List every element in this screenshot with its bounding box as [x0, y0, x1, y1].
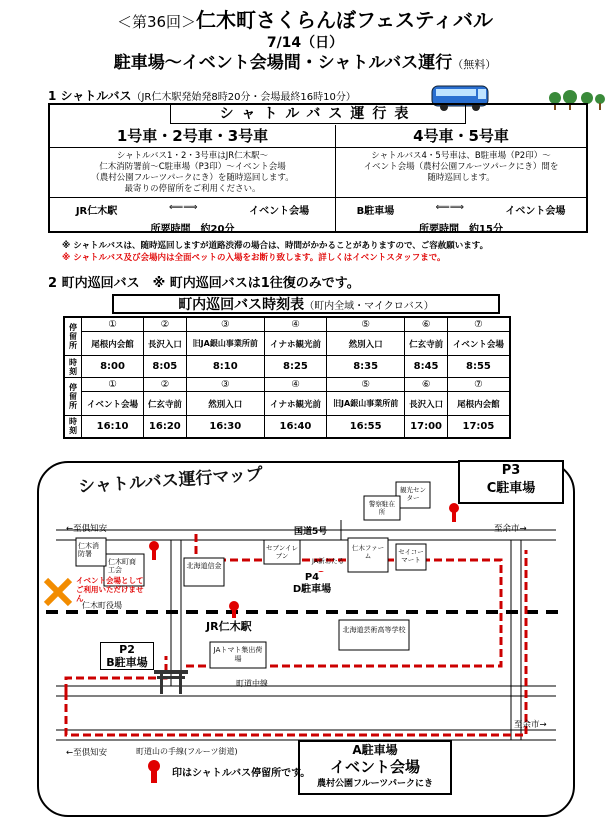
machi-naka-road: 町道中線 — [236, 679, 268, 688]
section1-heading: 1 シャトルバス（JR仁木駅発始発8時20分・会場最終16時10分） — [48, 89, 356, 103]
right-from: B駐車場 — [356, 206, 395, 217]
shokokai: 仁木町商工会 — [108, 558, 136, 574]
route5-label: 国道5号 — [294, 527, 328, 537]
event-date: 7/14（日） — [266, 35, 344, 51]
row-label-stop: 停 留 所 — [64, 378, 82, 416]
seicomart: セイコーマート — [398, 548, 424, 564]
table-row: イベント会場 仁玄寺前 然別入口 イナホ観光前 旧JA銀山事業所前 長沢入口 尾根内会館 — [64, 392, 510, 416]
table-row: 停 留 所 ① ② ③ ④ ⑤ ⑥ ⑦ — [64, 378, 510, 392]
jr-station: JR仁木駅 — [206, 620, 252, 633]
shuttle-table — [48, 103, 588, 233]
seven-eleven: セブンイレブン — [266, 544, 298, 560]
header — [0, 8, 610, 76]
legend: 印はシャトルバス停留所です。 — [172, 768, 311, 779]
free-label: （無料） — [452, 58, 497, 71]
left-to: イベント会場 — [249, 206, 310, 217]
row-label-stop: 停 留 所 — [64, 317, 82, 356]
note-traffic: ※ シャトルバスは、随時巡回しますが道路渋滞の場合は、時間がかかることがありますので、ご容赦願います。 — [62, 241, 489, 251]
note-pets: ※ シャトルバス及び会場内は全面ペットの入場をお断り致します。詳しくはイベントスタッフまで。 — [62, 253, 446, 263]
notes — [62, 240, 488, 264]
route-map — [36, 460, 576, 820]
left-desc: シャトルバス1・2・3号車はJR仁木駅～ 仁木消防署前～C駐車場（P3印）～イベント会場 （農村公園フルーツパークにき）を随時巡回します。 最寄りの停留所をご利用ください。 — [91, 151, 294, 194]
to-yoichi-top: 至余市→ — [494, 524, 527, 534]
right-desc: シャトルバス4・5号車は、B駐車場（P2印）～ イベント会場（農村公園フルーツパークにき）間を 随時巡回します。 — [363, 151, 559, 183]
parking-c: P3 C駐車場 — [458, 460, 564, 504]
closed-x-icon — [46, 580, 70, 604]
edition: ＜第36回＞ — [116, 13, 197, 31]
double-arrow-icon: ⟸⟹ — [435, 202, 465, 213]
row-label-time: 時 刻 — [64, 416, 82, 438]
tourist-center: 観光センター — [400, 486, 426, 502]
niki-farm: 仁木ファーム — [351, 544, 385, 560]
town-office: 仁木町役場 — [82, 601, 122, 610]
section2-heading: 2 町内巡回バス ※ 町内巡回バスは1往復のみです。 — [48, 276, 360, 291]
right-header: 4号車・5号車 — [336, 125, 586, 148]
page-title: 仁木町さくらんぼフェスティバル — [196, 8, 494, 32]
double-arrow-icon: ⟸⟹ — [168, 202, 198, 213]
bus-timetable-title: 町内巡回バス時刻表（町内全域・マイクロバス） — [112, 294, 500, 314]
left-time: 所要時間 約20分 — [150, 224, 235, 235]
hokkaido-bank: 北海道信金 — [186, 562, 222, 570]
parking-b: P2 B駐車場 — [100, 642, 154, 670]
event-warning: イベント会場としてご利用いただけません — [76, 576, 144, 603]
right-to: イベント会場 — [505, 206, 566, 217]
table-row: 時 刻 8:00 8:05 8:10 8:25 8:35 8:45 8:55 — [64, 356, 510, 378]
bus-timetable — [63, 316, 511, 439]
ja-shin-otaru: JA新おたる — [312, 557, 345, 565]
fire-station: 仁木消防署 — [78, 542, 99, 558]
ja-tomato: JAトマト集出荷場 — [213, 646, 263, 663]
police-box: 警察駐在所 — [369, 500, 395, 516]
parking-d: P4 D駐車場 — [284, 572, 340, 596]
right-time: 所要時間 約15分 — [419, 224, 503, 235]
to-kutchan-top: ←至倶知安 — [66, 524, 108, 534]
mountain-road: 町道山の手線(フルーツ街道) — [136, 747, 238, 756]
left-from: JR仁木駅 — [75, 206, 118, 217]
to-kutchan-bottom: ←至倶知安 — [66, 748, 108, 758]
to-yoichi-bottom: 至余市→ — [514, 720, 547, 730]
row-label-time: 時 刻 — [64, 356, 82, 378]
subtitle: 駐車場～イベント会場間・シャトルバス運行 — [113, 53, 453, 73]
left-header: 1号車・2号車・3号車 — [50, 125, 335, 148]
table-row: 尾根内会館 長沢入口 旧JA銀山事業所前 イナホ観光前 然別入口 仁玄寺前 イベント会場 — [64, 332, 510, 356]
event-venue: A駐車場 イベント会場 農村公園フルーツパークにき — [298, 740, 452, 795]
shuttle-right — [336, 125, 586, 235]
table-row: 時 刻 16:10 16:20 16:30 16:40 16:55 17:00 17:05 — [64, 416, 510, 438]
map-title: シャトルバス運行マップ — [77, 464, 264, 498]
shuttle-left — [50, 125, 336, 235]
shuttle-table-title: シャトルバス運行表 — [170, 105, 466, 124]
arts-high-school: 北海道芸術高等学校 — [342, 626, 406, 634]
table-row: 停 留 所 ① ② ③ ④ ⑤ ⑥ ⑦ — [64, 317, 510, 332]
